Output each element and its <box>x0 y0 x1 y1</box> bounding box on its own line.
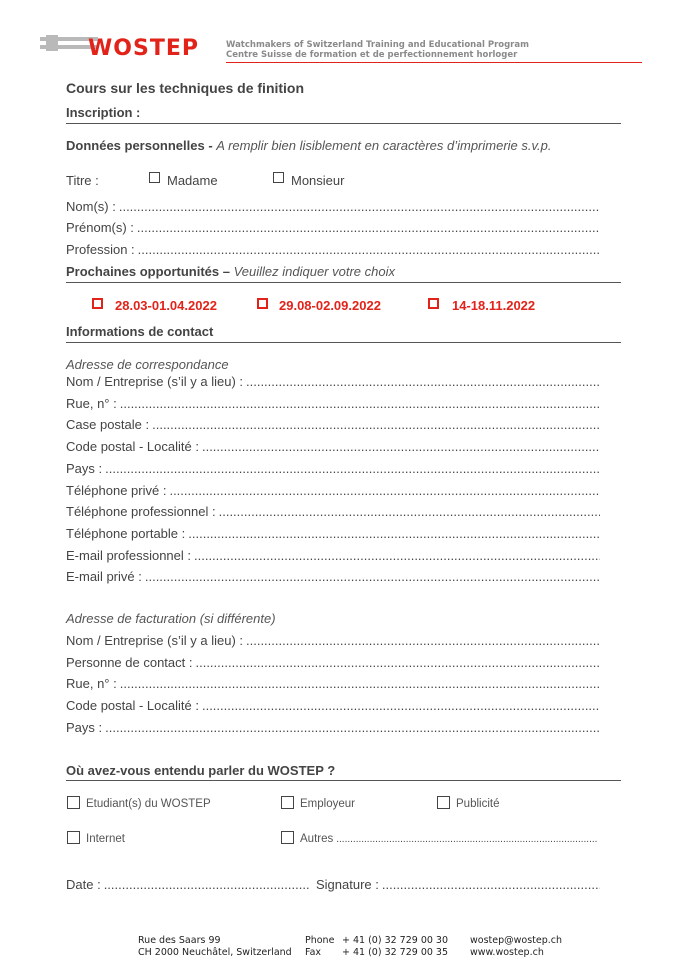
footer-email[interactable]: wostep@wostep.ch <box>470 935 563 946</box>
address-field[interactable] <box>66 483 600 498</box>
etudiants-label: Etudiant(s) du WOSTEP <box>86 798 211 810</box>
autres-checkbox[interactable] <box>281 831 294 844</box>
address-field[interactable] <box>66 417 600 432</box>
employeur-checkbox[interactable] <box>281 796 294 809</box>
field-label: Personne de contact : <box>66 654 193 670</box>
address-field[interactable] <box>66 374 600 389</box>
date-2-label: 29.08-02.09.2022 <box>279 298 381 313</box>
divider <box>66 123 621 124</box>
personal-heading-label: Données personnelles - <box>66 138 217 153</box>
inscription-label: Inscription : <box>66 105 141 120</box>
date-label: Date : <box>66 877 101 892</box>
field-label: Nom / Entreprise (s’il y a lieu) : <box>66 374 243 389</box>
titre-label: Titre : <box>66 173 99 188</box>
footer-fax: + 41 (0) 32 729 00 35 <box>342 947 449 958</box>
signature-field[interactable] <box>316 877 600 892</box>
field-label: Nom / Entreprise (s’il y a lieu) : <box>66 633 243 648</box>
correspondence-label: Adresse de correspondance <box>66 357 229 372</box>
internet-label: Internet <box>86 833 125 845</box>
internet-checkbox[interactable] <box>67 831 80 844</box>
page-title: Cours sur les techniques de finition <box>66 80 305 96</box>
field-label: Téléphone privé : <box>66 482 167 498</box>
date-3-label: 14-18.11.2022 <box>452 298 536 313</box>
publicite-label: Publicité <box>456 798 500 810</box>
field-label: E-mail professionnel : <box>66 547 191 563</box>
footer-phone: + 41 (0) 32 729 00 30 <box>342 935 449 946</box>
field-label: Rue, n° : <box>66 395 117 411</box>
employeur-label: Employeur <box>300 798 355 810</box>
field-label: E-mail privé : <box>66 569 142 585</box>
madame-label: Madame <box>167 173 218 188</box>
logo-text: WOSTEP <box>88 36 199 61</box>
divider <box>66 780 621 781</box>
address-field[interactable] <box>66 396 600 411</box>
footer-phone-label: Phone <box>305 935 335 946</box>
footer-address-2: CH 2000 Neuchâtel, Switzerland <box>138 947 292 958</box>
monsieur-checkbox[interactable] <box>273 172 284 183</box>
date-1-label: 28.03-01.04.2022 <box>115 298 217 313</box>
address-field[interactable] <box>66 698 600 713</box>
contact-heading: Informations de contact <box>66 324 214 339</box>
date-3-checkbox[interactable] <box>428 298 439 309</box>
nom-field[interactable] <box>66 199 600 214</box>
address-field[interactable] <box>66 526 600 541</box>
personal-heading <box>66 138 552 153</box>
divider <box>66 342 621 343</box>
address-field[interactable] <box>66 569 600 584</box>
publicite-checkbox[interactable] <box>437 796 450 809</box>
address-field[interactable] <box>66 548 600 563</box>
divider <box>66 282 621 283</box>
signature-label: Signature : <box>316 877 379 892</box>
field-label: Profession : <box>66 242 135 257</box>
field-label: Pays : <box>66 460 103 476</box>
billing-label: Adresse de facturation (si différente) <box>66 611 276 626</box>
field-label: Nom(s) : <box>66 199 116 214</box>
org-name-fr: Centre Suisse de formation et de perfectionnement horloger <box>226 50 518 60</box>
profession-field[interactable] <box>66 242 600 257</box>
field-label: Prénom(s) : <box>66 220 134 235</box>
header-divider <box>226 62 642 63</box>
field-label: Pays : <box>66 719 103 735</box>
field-label: Téléphone professionnel : <box>66 504 216 520</box>
opportunities-heading-label: Prochaines opportunités – <box>66 264 234 279</box>
address-field[interactable] <box>66 439 600 454</box>
field-label: Case postale : <box>66 417 150 433</box>
opportunities-heading <box>66 264 395 279</box>
field-label: Code postal - Localité : <box>66 439 199 455</box>
address-field[interactable] <box>66 461 600 476</box>
autres-field[interactable] <box>300 833 598 845</box>
prenom-field[interactable] <box>66 220 600 235</box>
org-name-en: Watchmakers of Switzerland Training and Educational Program <box>226 40 529 50</box>
footer-web[interactable]: www.wostep.ch <box>470 947 544 958</box>
date-2-checkbox[interactable] <box>257 298 268 309</box>
madame-checkbox[interactable] <box>149 172 160 183</box>
address-field[interactable] <box>66 676 600 691</box>
address-field[interactable] <box>66 504 600 519</box>
personal-heading-note: A remplir bien lisiblement en caractères d’imprimerie s.v.p. <box>216 138 552 153</box>
source-heading: Où avez-vous entendu parler du WOSTEP ? <box>66 763 336 778</box>
address-field[interactable] <box>66 720 600 735</box>
date-1-checkbox[interactable] <box>92 298 103 309</box>
address-field[interactable] <box>66 655 600 670</box>
address-field[interactable] <box>66 633 600 648</box>
date-field[interactable] <box>66 877 309 892</box>
field-label: Code postal - Localité : <box>66 698 199 714</box>
opportunities-heading-note: Veuillez indiquer votre choix <box>233 264 395 279</box>
etudiants-checkbox[interactable] <box>67 796 80 809</box>
footer-fax-label: Fax <box>305 947 322 958</box>
field-label: Téléphone portable : <box>66 525 186 541</box>
swiss-cross-icon <box>46 35 58 51</box>
monsieur-label: Monsieur <box>291 173 345 188</box>
field-label: Rue, n° : <box>66 676 117 692</box>
footer-address-1: Rue des Saars 99 <box>138 935 221 946</box>
autres-label: Autres <box>300 833 334 845</box>
